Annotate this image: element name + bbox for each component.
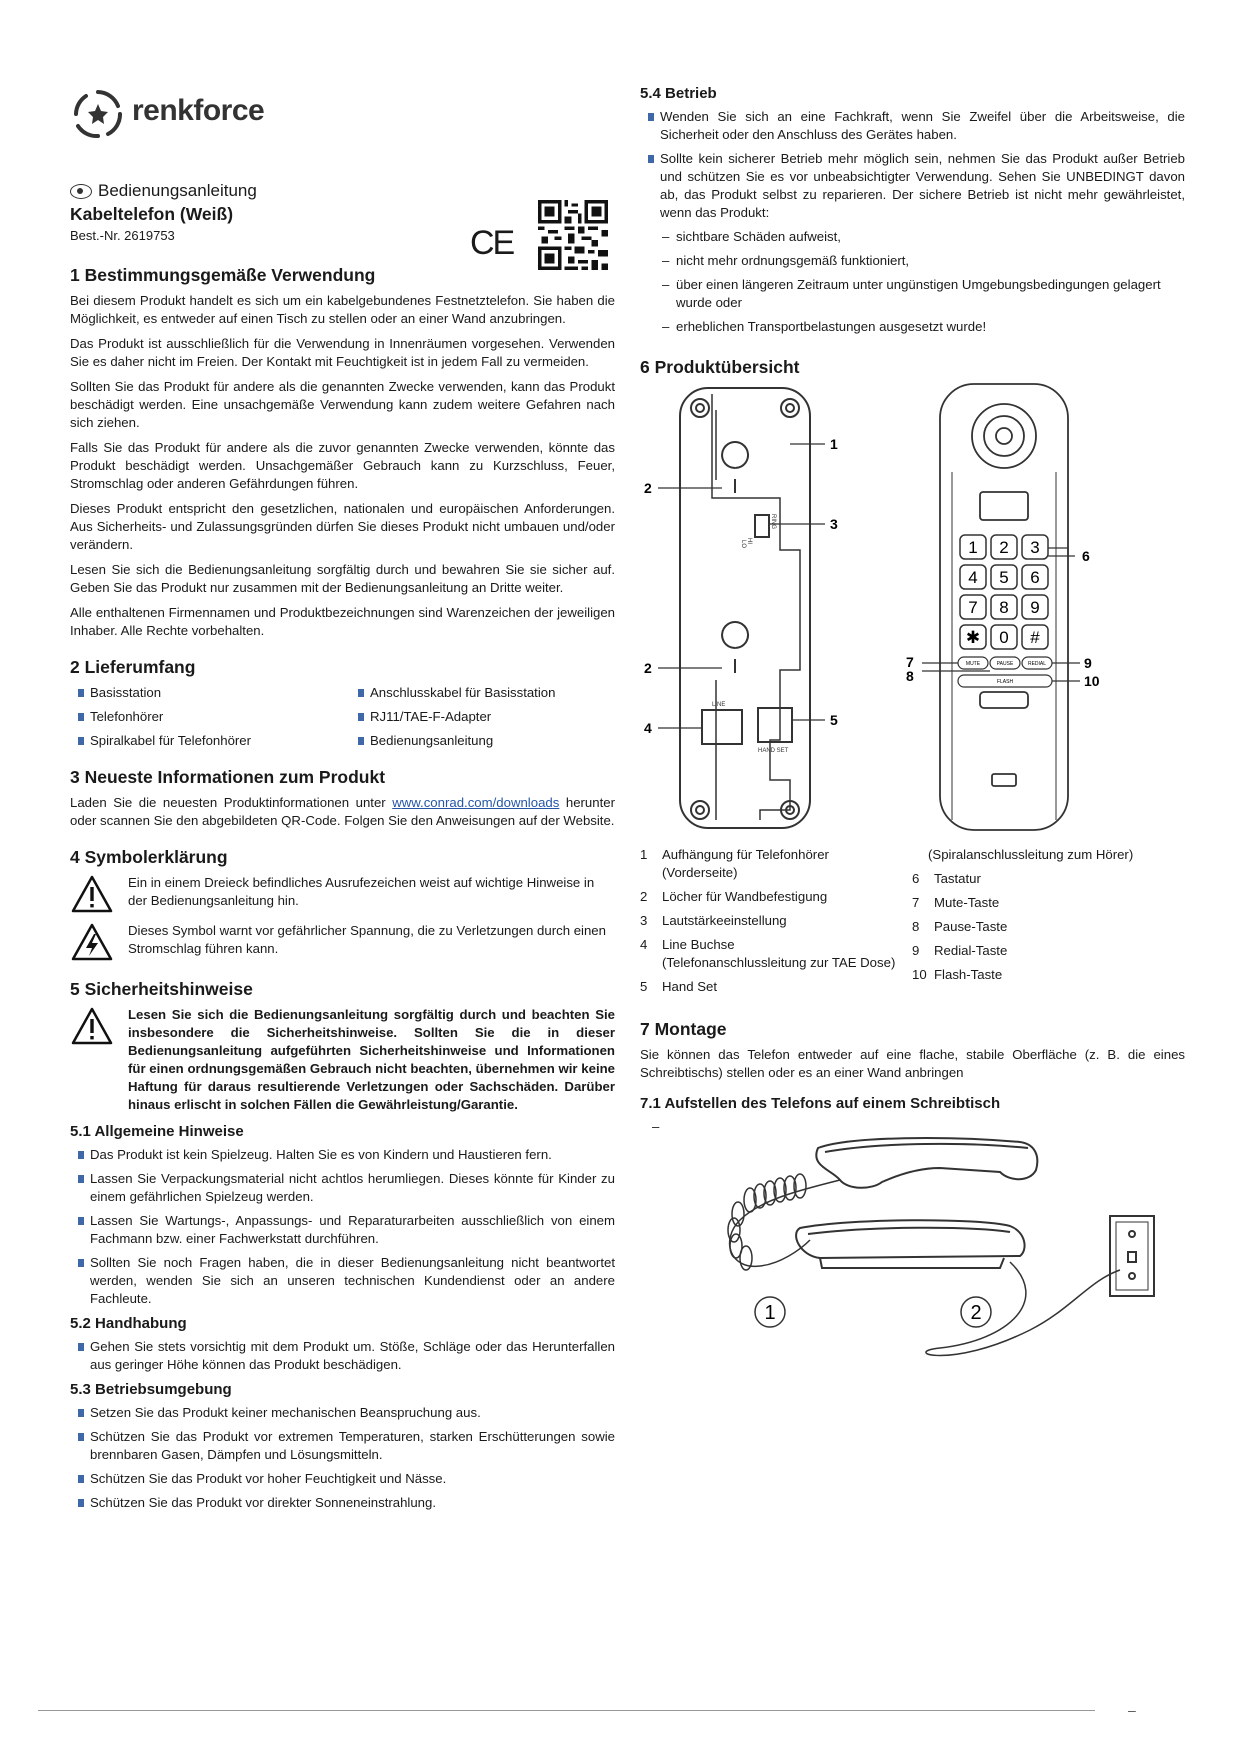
step-1-number: 1 [764, 1302, 776, 1324]
order-number: Best.-Nr. 2619753 [70, 228, 175, 243]
section-5-1-title: 5.1 Allgemeine Hinweise [70, 1123, 244, 1140]
legend-item [640, 912, 910, 930]
list-item: Schützen Sie das Produkt vor hoher Feuchtigkeit und Nässe. [90, 1470, 615, 1488]
environment-list [70, 1404, 615, 1512]
callout-number: 2 [644, 480, 652, 496]
list-item: Setzen Sie das Produkt keiner mechanischen Beanspruchung aus. [90, 1404, 615, 1422]
callout-number: 8 [906, 668, 914, 684]
legend-text: Mute-Taste [934, 895, 1000, 910]
handling-list [70, 1338, 615, 1374]
legend-item [640, 936, 910, 972]
list-item: Sollte kein sicherer Betrieb mehr möglich sein, nehmen Sie das Produkt außer Betrieb und schützen Sie es vor unbeabsichtigter Verwendung. Sehen Sie UNBEDINGT davon ab, das Produkt selbst zu reparieren. Der sichere Betrieb ist nicht mehr gewährleistet, wenn das Produkt: [660, 151, 1185, 220]
s1-paragraph: Lesen Sie sich die Bedienungsanleitung sorgfältig durch und bewahren Sie sie sicher auf. Geben Sie das Produkt nur zusammen mit der Bedienungsanleitung an Dritte weiter. [70, 562, 615, 595]
key-label: ✱ [965, 628, 981, 647]
line-jack-icon [702, 710, 742, 744]
list-item: Basisstation [90, 684, 370, 702]
key-label: 9 [1030, 598, 1040, 617]
footer-dash: – [1128, 1702, 1136, 1718]
callout-number: 6 [1082, 548, 1090, 564]
func-key-label: REDIAL [1027, 661, 1047, 667]
keypad [960, 535, 1048, 649]
warning-symbol-row [70, 874, 615, 914]
legend-text: Redial-Taste [934, 943, 1008, 958]
list-item: Lassen Sie Verpackungsmaterial nicht achtlos herumliegen. Dieses könnte für Kinder zu einem gefährlichen Spielzeug werden. [90, 1171, 615, 1204]
legend-num: 5 [640, 979, 648, 994]
list-item: – erheblichen Transportbelastungen ausgesetzt wurde! [676, 318, 1185, 336]
list-item: Bedienungsanleitung [370, 732, 620, 750]
s3-text-before: Laden Sie die neuesten Produktinformationen unter [70, 795, 393, 810]
coiled-cord-icon [728, 1174, 806, 1270]
key-label: 3 [1030, 538, 1040, 557]
legend-num: 4 [640, 937, 648, 952]
voltage-symbol-text: Dieses Symbol warnt vor gefährlicher Spannung, die zu Verletzungen durch einen Stromschlag führen kann. [128, 923, 606, 956]
legend-item [640, 846, 910, 882]
legend-text: Hand Set [662, 979, 717, 994]
left-column [70, 180, 615, 1518]
section-5-2-title: 5.2 Handhabung [70, 1315, 187, 1332]
list-item: RJ11/TAE-F-Adapter [370, 708, 620, 726]
section-6-title: 6 Produktübersicht [640, 357, 800, 377]
list-item: Telefonhörer [90, 708, 370, 726]
list-item: Spiralkabel für Telefonhörer [90, 732, 370, 750]
legend-main: Line Buchse [662, 937, 735, 952]
port-label: HAND SET [758, 748, 789, 754]
legend-num: 2 [640, 889, 648, 904]
legend-item [912, 870, 1162, 888]
callout-number: 2 [644, 660, 652, 676]
section-5-3-title: 5.3 Betriebsumgebung [70, 1381, 232, 1398]
s1-paragraph: Falls Sie das Produkt für andere als die zuvor genannten Zwecke verwenden, könnte das Produkt beschädigt werden. Unsachgemäßer Gebrauch kann zu Kurzschluss, Feuer, Stromschlag oder anderen Gefährdungen führen. [70, 440, 615, 491]
desk-installation-illustration [650, 1130, 1170, 1360]
footer-rule [38, 1710, 1095, 1711]
section-7 [640, 1018, 1185, 1136]
legend-item [912, 918, 1162, 936]
key-label: 2 [999, 538, 1009, 557]
legend-text: Lautstärkeeinstellung [662, 913, 787, 928]
legend-text [662, 846, 829, 882]
key-label: 1 [968, 538, 978, 557]
key-label: 5 [999, 568, 1009, 587]
list-item: Das Produkt ist kein Spielzeug. Halten Sie es von Kindern und Haustieren fern. [90, 1146, 615, 1164]
list-item: Schützen Sie das Produkt vor extremen Temperaturen, starken Erschütterungen sowie brennbaren Gasen, Dämpfen und Lösungsmitteln. [90, 1429, 615, 1462]
section-2-title: 2 Lieferumfang [70, 657, 196, 677]
list-item: – über einen längeren Zeitraum unter ungünstigen Umgebungsbedingungen gelagert wurde oder [676, 276, 1185, 312]
operation-list [640, 108, 1185, 222]
key-label: 4 [968, 568, 978, 587]
base-back-view [680, 388, 810, 828]
callout-number: 3 [830, 516, 838, 532]
legend-left [640, 846, 910, 1002]
general-notes-list [70, 1146, 615, 1308]
port-label: LINE [712, 702, 726, 708]
legend-num: 10 [912, 967, 927, 982]
s1-paragraph: Das Produkt ist ausschließlich für die Verwendung in Innenräumen vorgesehen. Verwenden Sie es daher nicht im Freien. Der Kontakt mit Feuchtigkeit ist in jedem Fall zu vermeiden. [70, 336, 615, 369]
scope-of-delivery-list [70, 684, 615, 750]
section-1-title: 1 Bestimmungsgemäße Verwendung [70, 265, 376, 285]
section-7-title: 7 Montage [640, 1019, 727, 1039]
section-4-title: 4 Symbolerklärung [70, 847, 228, 867]
key-label: 8 [999, 598, 1009, 617]
callout-number: 7 [906, 654, 914, 670]
brand-logo [70, 86, 290, 142]
section-3-title: 3 Neueste Informationen zum Produkt [70, 767, 386, 787]
warning-triangle-icon [70, 874, 114, 914]
ce-mark: CE [470, 224, 514, 262]
legend-sub: (Telefonanschlussleitung zur TAE Dose) [662, 955, 896, 970]
s7-paragraph: Sie können das Telefon entweder auf eine flache, stabile Oberfläche (z. B. die eines Schreibtischs) stellen oder es an einer Wand anbringen [640, 1047, 1185, 1080]
s3-text-after: herunter oder scannen Sie den abgebildeten QR-Code. Folgen Sie den Anweisungen auf der Website. [70, 795, 615, 828]
list-item: Anschlusskabel für Basisstation [370, 684, 620, 702]
volume-switch-icon [755, 515, 769, 537]
safety-intro-text: Lesen Sie sich die Bedienungsanleitung sorgfältig durch und beachten Sie insbesondere die Sicherheitshinweise. Sollten Sie die in dieser Bedienungsanleitung aufgeführten Sicherheitshinweise und Informationen für einen ordnungsgemäßen Gebrauch nicht beachten, übernehmen wir keine Haftung für daraus resultierende Verletzungen oder Sachschäden. Darüber hinaus erlischt in solchen Fällen die Gewährleistung/Garantie. [128, 1007, 615, 1112]
key-label: 7 [968, 598, 978, 617]
brand-logo-icon [70, 86, 126, 142]
step-2-number: 2 [970, 1302, 982, 1324]
high-voltage-icon [70, 922, 114, 962]
legend-right [912, 846, 1162, 990]
callout-number: 9 [1084, 655, 1092, 671]
list-item: Schützen Sie das Produkt vor direkter Sonneneinstrahlung. [90, 1494, 615, 1512]
product-title: Kabeltelefon (Weiß) [70, 204, 234, 224]
warning-triangle-icon [70, 1006, 114, 1046]
downloads-link[interactable]: www.conrad.com/downloads [392, 795, 560, 810]
list-item: – sichtbare Schäden aufweist, [676, 228, 1185, 246]
func-key-label: MUTE [965, 661, 981, 667]
manual-label [70, 180, 615, 202]
flash-key-label: FLASH [996, 679, 1014, 685]
legend-num: 8 [912, 919, 920, 934]
legend-num: 9 [912, 943, 920, 958]
function-keys [958, 657, 1052, 687]
section-5-4-title: 5.4 Betrieb [640, 85, 717, 102]
s1-paragraph: Bei diesem Produkt handelt es sich um ein kabelgebundenes Festnetztelefon. Sie haben die Möglichkeit, es entweder auf einen Tisch zu stellen oder an einer Wand anzubringen. [70, 293, 615, 326]
switch-label: HI [746, 538, 752, 544]
s7-dash: – [652, 1119, 660, 1134]
unsafe-conditions-list [640, 228, 1185, 336]
legend-num: 6 [912, 871, 920, 886]
legend-item [640, 888, 910, 906]
safety-intro-row [70, 1006, 615, 1114]
section-5-title: 5 Sicherheitshinweise [70, 979, 253, 999]
legend-item [912, 942, 1162, 960]
legend-right-note: (Spiralanschlussleitung zum Hörer) [928, 847, 1134, 862]
manual-label-text: Bedienungsanleitung [98, 181, 257, 200]
product-overview-diagram [640, 380, 1120, 840]
s1-paragraph: Alle enthaltenen Firmennamen und Produktbezeichnungen sind Warenzeichen der jeweiligen Inhaber. Alle Rechte vorbehalten. [70, 605, 615, 638]
voltage-symbol-row [70, 922, 615, 962]
eye-icon [70, 184, 92, 199]
s1-paragraph: Sollten Sie das Produkt für andere als die genannten Zwecke verwenden, kann das Produkt beschädigt werden. Eine unsachgemäße Verwendung kann zudem weitere Gefahren nach sich ziehen. [70, 379, 615, 430]
section-7-1-title: 7.1 Aufstellen des Telefons auf einem Schreibtisch [640, 1095, 1001, 1112]
legend-num: 1 [640, 847, 648, 862]
list-item: Sollten Sie noch Fragen haben, die in dieser Bedienungsanleitung nicht beantwortet werden, wenden Sie sich an unseren technischen Kundendienst oder an andere Fachleute. [90, 1255, 615, 1306]
brand-name: renkforce [132, 94, 265, 127]
mounting-hole-icon [722, 442, 748, 493]
list-item: Gehen Sie stets vorsichtig mit dem Produkt um. Stöße, Schläge oder das Herunterfallen aus geringer Höhe können das Produkt beschädigen. [90, 1339, 615, 1372]
key-label: 6 [1030, 568, 1040, 587]
legend-sub: (Vorderseite) [662, 865, 738, 880]
legend-text: Flash-Taste [934, 967, 1003, 982]
callout-number: 10 [1084, 673, 1100, 689]
handset-jack-icon [758, 708, 792, 742]
switch-label: LO [740, 540, 746, 549]
callout-number: 4 [644, 720, 652, 736]
legend-item [912, 894, 1162, 912]
func-key-label: PAUSE [996, 661, 1014, 667]
warning-symbol-text: Ein in einem Dreieck befindliches Ausrufezeichen weist auf wichtige Hinweise in der Bedienungsanleitung hin. [128, 875, 595, 908]
legend-num: 7 [912, 895, 920, 910]
legend-main: Aufhängung für Telefonhörer [662, 847, 829, 862]
key-label: 0 [999, 628, 1009, 647]
legend-item [640, 978, 910, 996]
right-column [640, 84, 1185, 342]
legend-text: Pause-Taste [934, 919, 1008, 934]
list-item: Lassen Sie Wartungs-, Anpassungs- und Reparaturarbeiten ausschließlich von einem Fachmann bzw. einer Fachwerkstatt durchführen. [90, 1213, 615, 1246]
phone-on-desk-drawing [730, 1138, 1154, 1355]
legend-text [662, 936, 895, 972]
legend-text: Löcher für Wandbefestigung [662, 889, 828, 904]
callout-number: 1 [830, 436, 838, 452]
mounting-hole-icon [722, 622, 748, 673]
list-item: – nicht mehr ordnungsgemäß funktioniert, [676, 252, 1185, 270]
switch-label: RING [770, 514, 776, 529]
key-label: # [1030, 628, 1040, 647]
legend-num: 3 [640, 913, 648, 928]
legend-text: Tastatur [934, 871, 981, 886]
s1-paragraph: Dieses Produkt entspricht den gesetzlichen, nationalen und europäischen Anforderungen. Aus Sicherheits- und Zulassungsgründen dürfen Sie dieses Produkt nicht umbauen und/oder verändern. [70, 501, 615, 552]
legend-item [912, 966, 1162, 984]
list-item: Wenden Sie sich an eine Fachkraft, wenn Sie Zweifel über die Arbeitsweise, die Sicherheit oder den Anschluss des Gerätes haben. [660, 109, 1185, 142]
callout-number: 5 [830, 712, 838, 728]
s3-paragraph [70, 794, 615, 830]
